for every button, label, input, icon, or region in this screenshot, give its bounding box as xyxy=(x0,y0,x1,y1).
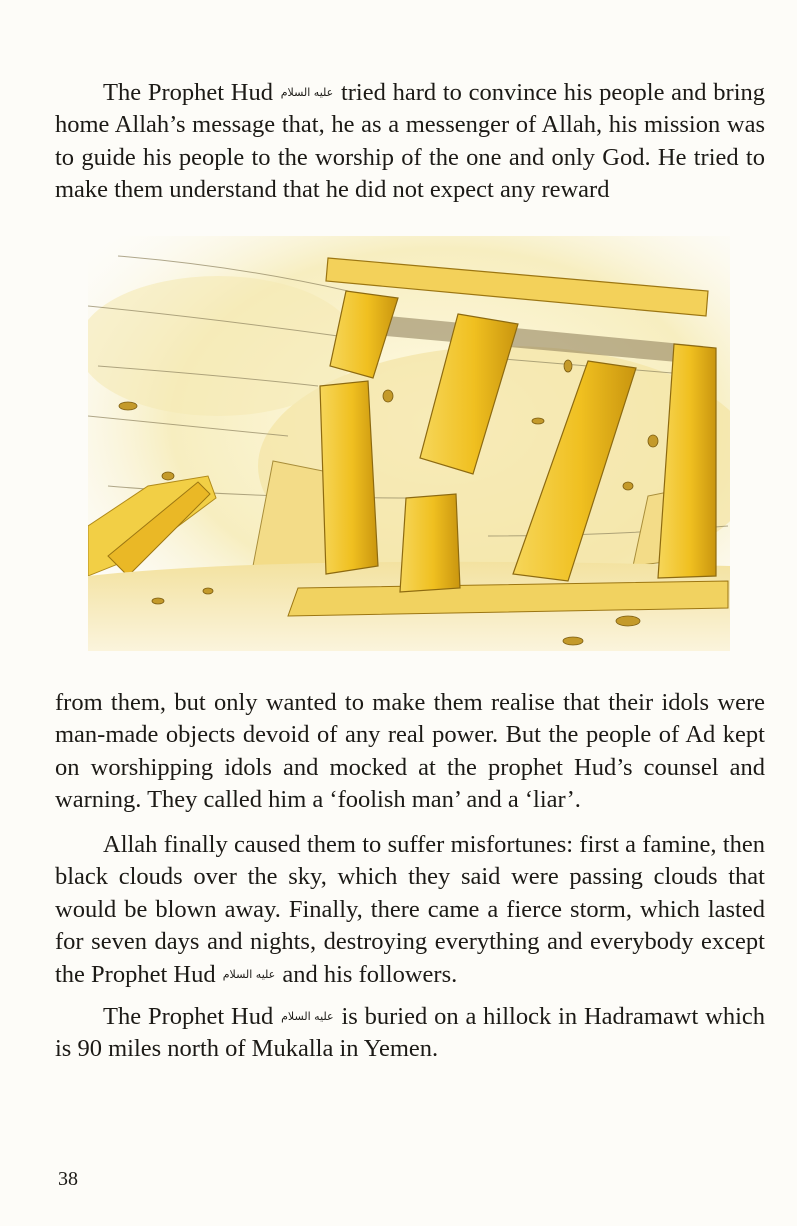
paragraph-3 xyxy=(55,829,765,991)
honorific-symbol: عليه السلام xyxy=(281,1010,334,1023)
pillar-left xyxy=(320,381,378,574)
pillar-lower-fragment xyxy=(400,494,460,592)
honorific-symbol: عليه السلام xyxy=(222,967,276,981)
paragraph-1 xyxy=(55,77,765,207)
paragraph-2: from them, but only wanted to make them realise that their idols were man-made objects devoid of any real power. But the people of Ad kept on worshipping idols and mocked at the prophet Hud’s counsel and warning. They called him a ‘foolish man’ and a ‘liar’. xyxy=(55,689,765,814)
paragraph-4-end: is buried on a hillock in Hadramawt which is 90 miles north of Mukalla in Yemen. xyxy=(55,1003,766,1063)
paragraph-1-start: The Prophet Hud xyxy=(103,79,273,106)
paragraph-1-end: tried hard to convince his people and bring home Allah’s message that, he as a messenger of Allah, his mission was to guide his people to the worship of the one and only God. He tried to make them understand that he did not expect any reward xyxy=(55,79,765,204)
paragraph-3-end: and his followers. xyxy=(282,960,458,988)
page-number: 38 xyxy=(58,1168,78,1190)
paragraph-4-start: The Prophet Hud xyxy=(103,1003,274,1030)
paragraph-4 xyxy=(55,1001,765,1066)
dust-cloud xyxy=(88,276,358,416)
storm-ruins-illustration xyxy=(88,236,730,651)
paragraph-3-start: Allah finally caused them to suffer misfortunes: first a famine, then black clouds over the sky, which they said were passing clouds that would be blown away. Finally, there came a fierce storm, which lasted for seven days and nights, destroying everything and everybody except the Prophet Hud xyxy=(55,831,765,988)
honorific-symbol: عليه السلام xyxy=(280,86,334,99)
